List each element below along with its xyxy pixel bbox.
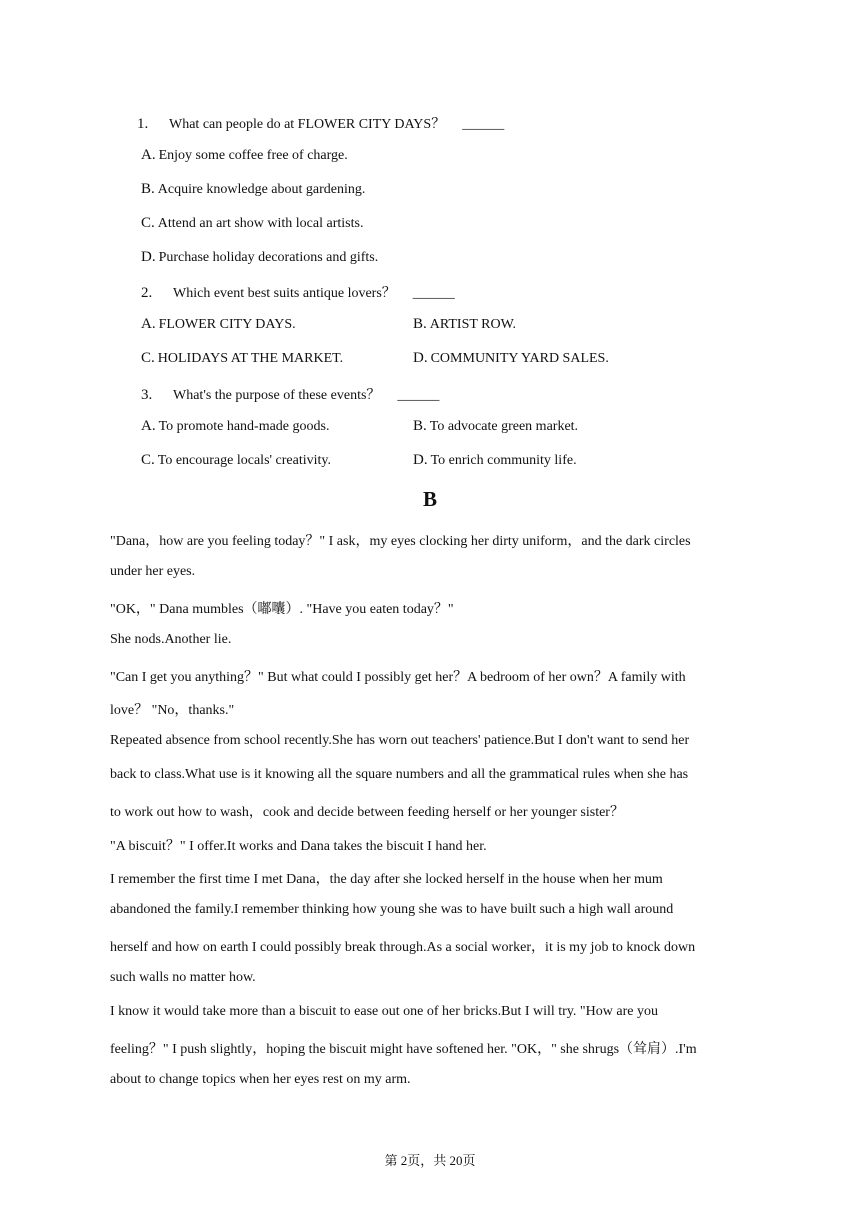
- option-1d: [141, 249, 378, 266]
- option-text: To encourage locals' creativity.: [157, 453, 331, 468]
- option-text: Purchase holiday decorations and gifts.: [158, 250, 379, 265]
- option-letter: C.: [141, 215, 155, 231]
- question-number: 2.: [141, 285, 153, 301]
- option-letter: B.: [141, 181, 155, 197]
- answer-blank: ______: [462, 117, 505, 132]
- option-letter: D.: [413, 350, 428, 366]
- option-text: Acquire knowledge about gardening.: [157, 182, 366, 197]
- question-text: What can people do at FLOWER CITY DAYS？: [169, 117, 446, 132]
- passage-line: to work out how to wash，cook and decide between feeding herself or her younger sister？: [110, 805, 624, 820]
- answer-blank: ______: [397, 388, 440, 403]
- option-2b: [413, 316, 516, 333]
- option-letter: B.: [413, 418, 427, 434]
- question-3: [141, 384, 439, 404]
- passage-line: I remember the first time I met Dana，the day after she locked herself in the house when her mum: [110, 872, 663, 887]
- passage-line: love？ "No，thanks.": [110, 703, 235, 718]
- question-2: [141, 282, 455, 302]
- option-3d: [413, 452, 577, 469]
- question-number: 3.: [141, 387, 153, 403]
- passage-line: herself and how on earth I could possibly break through.As a social worker，it is my job to knock down: [110, 940, 696, 955]
- option-letter: B.: [413, 316, 427, 332]
- option-letter: C.: [141, 350, 155, 366]
- section-title: B: [422, 487, 437, 511]
- passage-line: abandoned the family.I remember thinking how young she was to have built such a high wall around: [110, 902, 674, 917]
- passage-line: feeling？" I push slightly，hoping the biscuit might have softened her. "OK，" she shrugs（耸肩）.I'm: [110, 1042, 697, 1057]
- option-3c: [141, 452, 331, 469]
- passage-line: "A biscuit？" I offer.It works and Dana takes the biscuit I hand her.: [110, 839, 487, 854]
- option-2c: [141, 350, 343, 367]
- option-letter: C.: [141, 452, 155, 468]
- passage-line: I know it would take more than a biscuit to ease out one of her bricks.But I will try. "How are you: [110, 1004, 658, 1019]
- option-letter: A.: [141, 316, 156, 332]
- option-text: Attend an art show with local artists.: [157, 216, 364, 231]
- option-1a: [141, 147, 348, 164]
- option-letter: D.: [413, 452, 428, 468]
- option-text: To advocate green market.: [429, 419, 579, 434]
- passage-line: "OK，" Dana mumbles（嘟囔）. "Have you eaten today？": [110, 602, 454, 617]
- passage-line: "Dana，how are you feeling today？" I ask，my eyes clocking her dirty uniform，and the dark circles: [110, 534, 691, 549]
- option-text: COMMUNITY YARD SALES.: [430, 351, 609, 366]
- option-text: ARTIST ROW.: [429, 317, 517, 332]
- option-text: FLOWER CITY DAYS.: [158, 317, 296, 332]
- option-2d: [413, 350, 609, 367]
- option-text: Enjoy some coffee free of charge.: [158, 148, 348, 163]
- answer-blank: ______: [412, 286, 455, 301]
- question-text: What's the purpose of these events？: [173, 388, 381, 403]
- option-3a: [141, 418, 329, 435]
- option-2a: [141, 316, 296, 333]
- question-1: [137, 113, 504, 133]
- question-text: Which event best suits antique lovers？: [173, 286, 396, 301]
- passage-line: back to class.What use is it knowing all the square numbers and all the grammatical rules when she has: [110, 767, 689, 782]
- question-number: 1.: [137, 116, 149, 132]
- passage-line: under her eyes.: [110, 564, 196, 579]
- option-1b: [141, 181, 365, 198]
- option-letter: A.: [141, 147, 156, 163]
- option-letter: A.: [141, 418, 156, 434]
- page-footer: 第 2页，共 20页: [384, 1153, 476, 1168]
- option-text: To enrich community life.: [430, 453, 577, 468]
- option-letter: D.: [141, 249, 156, 265]
- option-1c: [141, 215, 363, 232]
- option-text: HOLIDAYS AT THE MARKET.: [157, 351, 344, 366]
- passage-line: such walls no matter how.: [110, 970, 256, 985]
- option-3b: [413, 418, 578, 435]
- passage-line: Repeated absence from school recently.She has worn out teachers' patience.But I don't want to send her: [110, 733, 690, 748]
- passage-line: about to change topics when her eyes rest on my arm.: [110, 1072, 411, 1087]
- passage-line: "Can I get you anything？" But what could I possibly get her？A bedroom of her own？A family with: [110, 670, 686, 685]
- option-text: To promote hand-made goods.: [158, 419, 330, 434]
- passage-line: She nods.Another lie.: [110, 632, 232, 647]
